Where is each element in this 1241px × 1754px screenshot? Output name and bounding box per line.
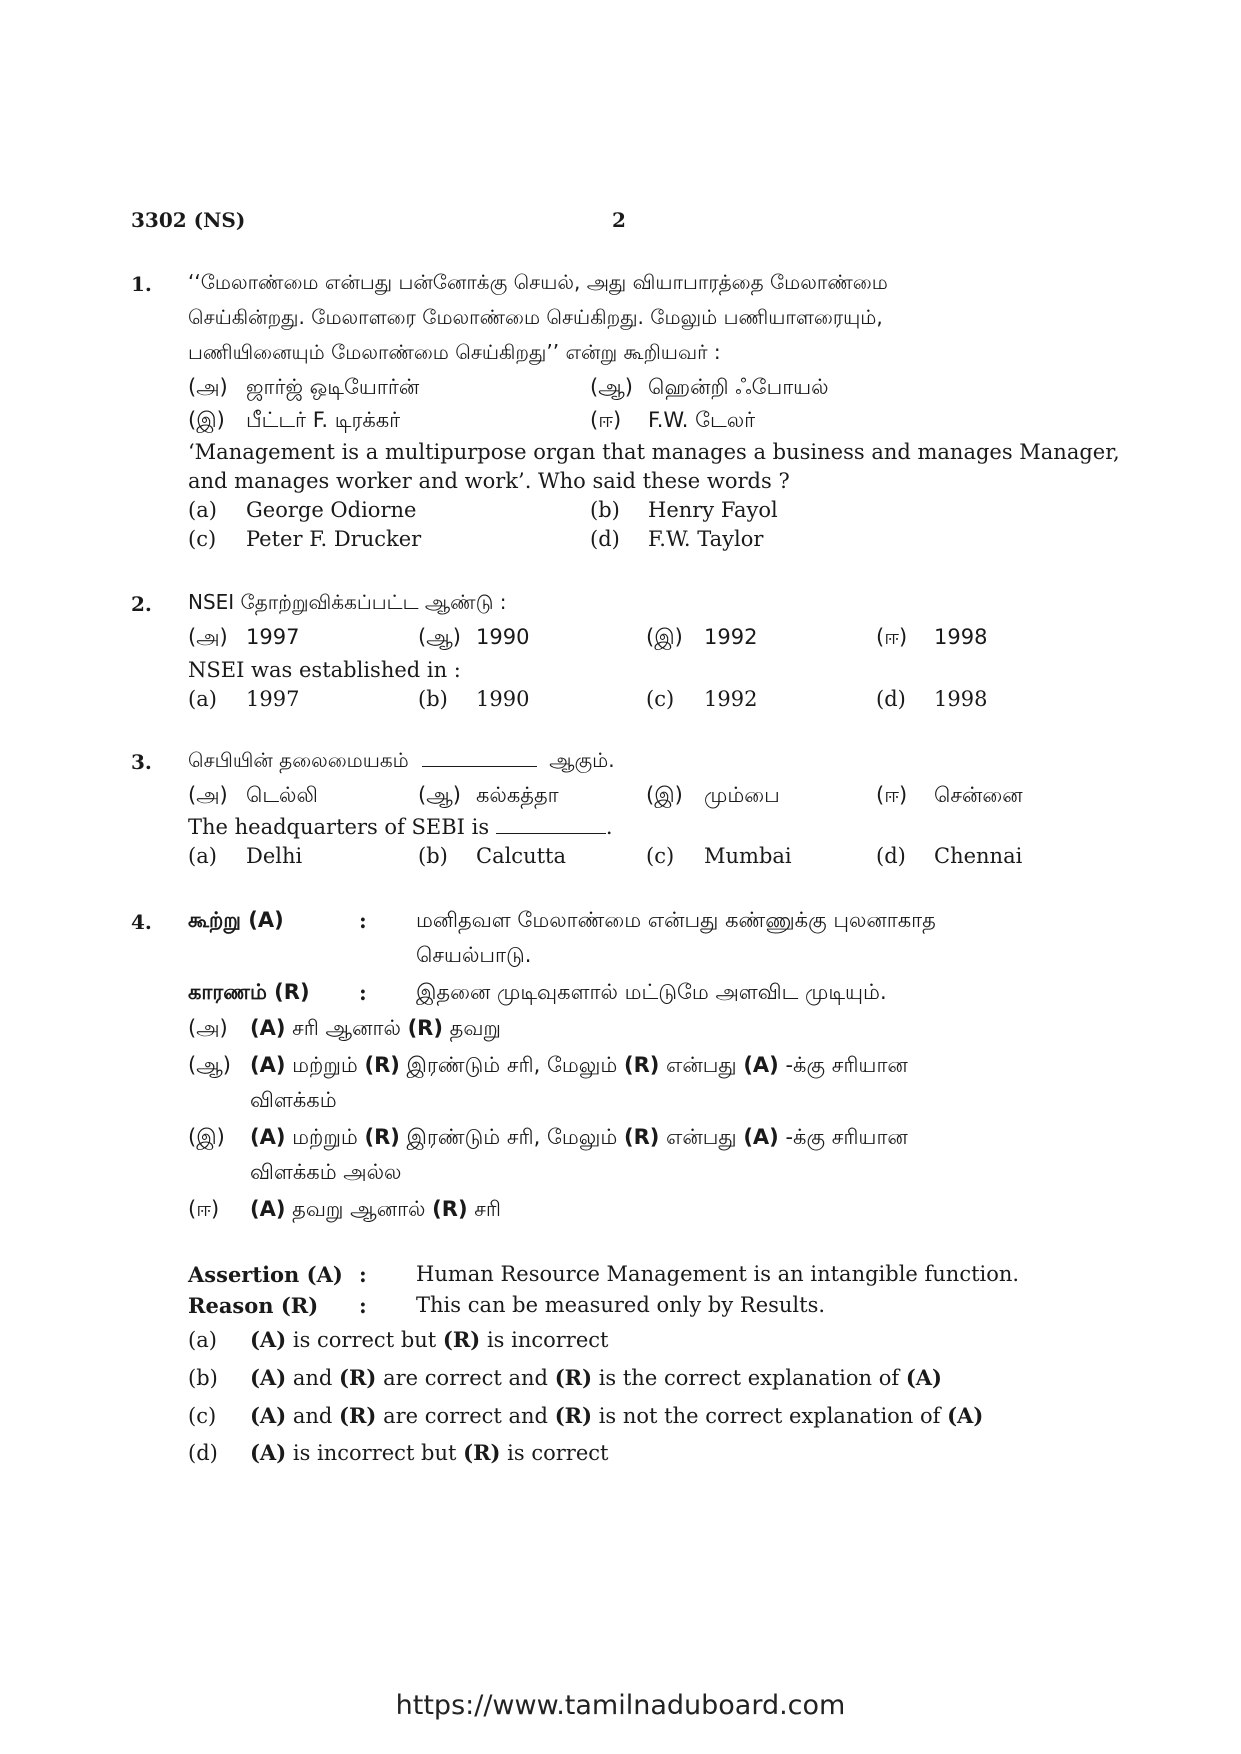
question-1-number: 1.: [131, 272, 152, 296]
q3-english-line: The headquarters of SEBI is .: [188, 815, 613, 839]
q3-tamil-option-d: (ஈ) சென்னை: [876, 783, 1023, 807]
question-2-number: 2.: [131, 592, 152, 616]
q4-english-assertion-label: Assertion (A): [188, 1262, 343, 1287]
q4-tamil-option-b: (ஆ) (A) மற்றும் (R) இரண்டும் சரி, மேலும் (R) என்பது (A) -க்கு சரியான: [188, 1053, 908, 1077]
q3-tamil-blank: [422, 748, 537, 767]
q1-tamil-option-d: (ஈ) F.W. டேலர்: [590, 408, 756, 432]
q4-english-option-c: (c) (A) and (R) are correct and (R) is not the correct explanation of (A): [188, 1403, 984, 1428]
q2-english-option-c: (c) 1992: [646, 687, 758, 711]
q4-tamil-option-b-line-2: விளக்கம்: [250, 1088, 337, 1112]
q1-tamil-option-a: (அ) ஜார்ஜ் ஒடியோர்ன்: [188, 375, 420, 399]
q4-tamil-assertion-colon: :: [359, 908, 367, 933]
q1-english-option-b: (b) Henry Fayol: [590, 498, 778, 522]
q2-tamil-option-b: (ஆ) 1990: [418, 625, 530, 649]
q3-english-blank: [496, 815, 606, 834]
q4-tamil-reason-label: காரணம் (R): [188, 980, 310, 1004]
q4-english-reason-colon: :: [359, 1293, 367, 1318]
q2-tamil-option-d: (ஈ) 1998: [876, 625, 988, 649]
question-3-number: 3.: [131, 750, 152, 774]
q1-tamil-line-1: ‘‘மேலாண்மை என்பது பன்னோக்கு செயல், அது வியாபாரத்தை மேலாண்மை: [188, 270, 888, 294]
q4-english-assertion-colon: :: [359, 1262, 367, 1287]
q2-english-option-a: (a) 1997: [188, 687, 300, 711]
q1-tamil-option-c: (இ) பீட்டர் F. டிரக்கர்: [188, 408, 401, 432]
q3-english-option-d: (d) Chennai: [876, 844, 1023, 868]
q3-tamil-line: செபியின் தலைமையகம் ஆகும்.: [188, 748, 615, 772]
q1-tamil-line-2: செய்கின்றது. மேலாளரை மேலாண்மை செய்கிறது. மேலும் பணியாளரையும்,: [188, 305, 883, 329]
q4-tamil-option-a: (அ) (A) சரி ஆனால் (R) தவறு: [188, 1016, 501, 1040]
q1-english-line-1: ‘Management is a multipurpose organ that manages a business and manages Manager,: [188, 440, 1120, 464]
q4-tamil-option-c-line-2: விளக்கம் அல்ல: [250, 1160, 402, 1184]
question-4-number: 4.: [131, 910, 152, 934]
q4-tamil-option-d: (ஈ) (A) தவறு ஆனால் (R) சரி: [188, 1197, 501, 1221]
q4-english-option-b: (b) (A) and (R) are correct and (R) is the correct explanation of (A): [188, 1365, 942, 1390]
q2-tamil-option-a: (அ) 1997: [188, 625, 300, 649]
q4-tamil-reason-text: இதனை முடிவுகளால் மட்டுமே அளவிட முடியும்.: [416, 980, 887, 1004]
q4-english-reason-text: This can be measured only by Results.: [416, 1293, 826, 1317]
q1-english-option-d: (d) F.W. Taylor: [590, 527, 764, 551]
q1-english-option-c: (c) Peter F. Drucker: [188, 527, 422, 551]
q4-english-assertion-text: Human Resource Management is an intangible function.: [416, 1262, 1020, 1286]
page-number: 2: [612, 208, 626, 232]
q2-english-line: NSEI was established in :: [188, 658, 461, 682]
q2-english-option-b: (b) 1990: [418, 687, 530, 711]
q4-tamil-assertion-label: கூற்று (A): [188, 908, 284, 932]
q2-tamil-option-c: (இ) 1992: [646, 625, 758, 649]
q1-tamil-line-3: பணியினையும் மேலாண்மை செய்கிறது’’ என்று கூறியவர் :: [188, 340, 721, 364]
q4-english-option-a: (a) (A) is correct but (R) is incorrect: [188, 1327, 609, 1352]
q3-english-option-b: (b) Calcutta: [418, 844, 566, 868]
footer-url: https://www.tamilnaduboard.com: [395, 1690, 846, 1721]
q4-english-option-d: (d) (A) is incorrect but (R) is correct: [188, 1440, 609, 1465]
q1-tamil-option-b: (ஆ) ஹென்றி ஃபோயல்: [590, 375, 829, 399]
q3-english-option-c: (c) Mumbai: [646, 844, 792, 868]
q1-english-option-a: (a) George Odiorne: [188, 498, 417, 522]
q2-tamil-line: NSEI தோற்றுவிக்கப்பட்ட ஆண்டு :: [188, 590, 507, 614]
q3-tamil-option-a: (அ) டெல்லி: [188, 783, 318, 807]
q3-tamil-option-c: (இ) மும்பை: [646, 783, 780, 807]
q2-english-option-d: (d) 1998: [876, 687, 988, 711]
q1-english-line-2: and manages worker and work’. Who said these words ?: [188, 469, 790, 493]
q3-tamil-option-b: (ஆ) கல்கத்தா: [418, 783, 559, 807]
q3-english-option-a: (a) Delhi: [188, 844, 303, 868]
q4-tamil-assertion-line-2: செயல்பாடு.: [416, 943, 532, 967]
q4-tamil-reason-colon: :: [359, 980, 367, 1005]
q4-tamil-assertion-line-1: மனிதவள மேலாண்மை என்பது கண்ணுக்கு புலனாகாத: [416, 908, 936, 932]
q4-english-reason-label: Reason (R): [188, 1293, 319, 1318]
paper-code: 3302 (NS): [131, 208, 246, 232]
q4-tamil-option-c: (இ) (A) மற்றும் (R) இரண்டும் சரி, மேலும் (R) என்பது (A) -க்கு சரியான: [188, 1125, 908, 1149]
